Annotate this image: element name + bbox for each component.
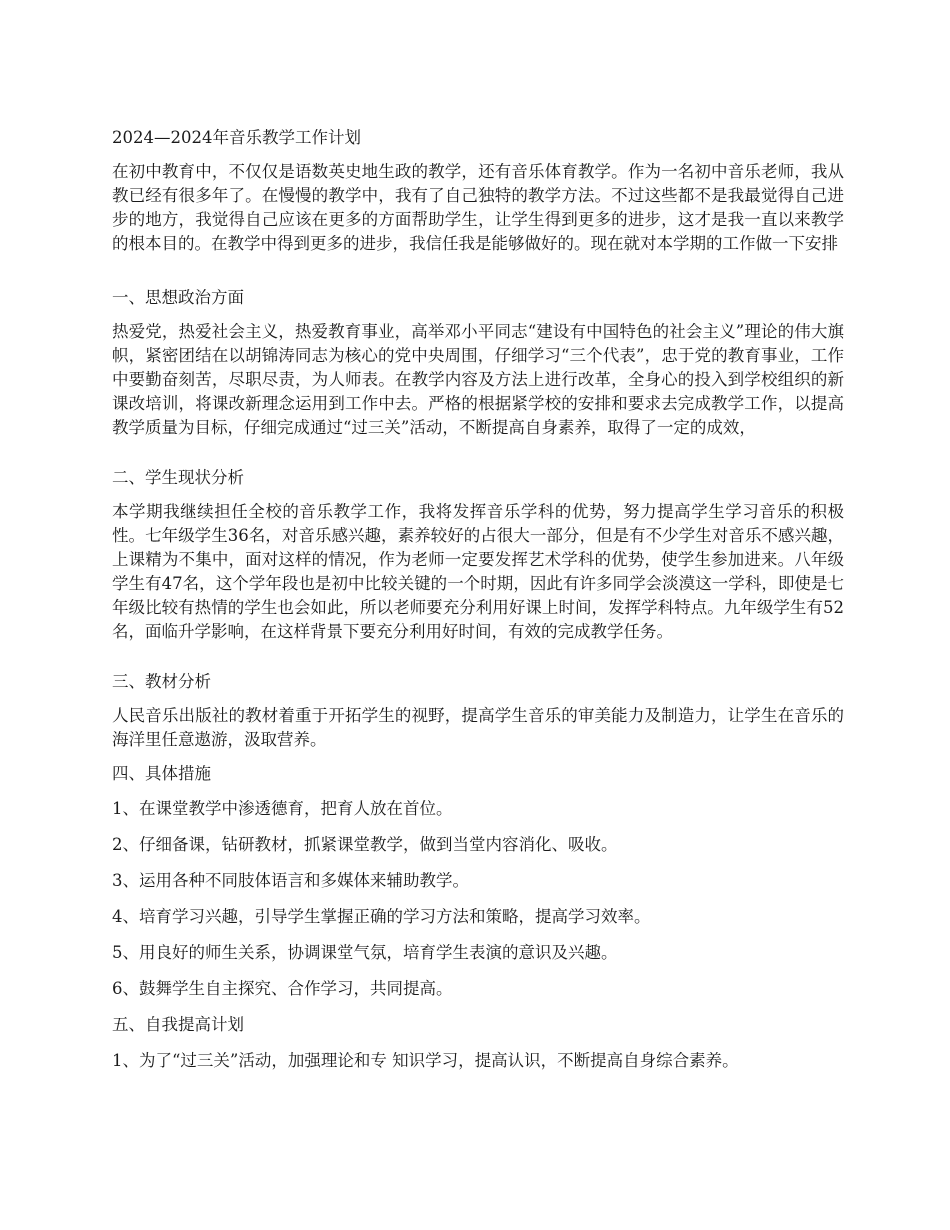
section-body-politics: 热爱党，热爱社会主义，热爱教育事业，高举邓小平同志“建设有中国特色的社会主义”理论的伟大旗帜，紧密团结在以胡锦涛同志为核心的党中央周围，仔细学习“三个代表”，忠于党的教育事业，工作中要勤奋刻苦，尽职尽责，为人师表。在教学内容及方法上进行改革，全身心的投入到学校组织的新课改培训，将课改新理念运用到工作中去。严格的根据紧学校的安排和要求去完成教学工作，以提高教学质量为目标，仔细完成通过“过三关”活动，不断提高自身素养，取得了一定的成效， <box>112 322 844 437</box>
list-item: 4、培育学习兴趣，引导学生掌握正确的学习方法和策略，提高学习效率。 <box>112 907 651 926</box>
list-item: 1、在课堂教学中渗透德育，把育人放在首位。 <box>112 799 453 818</box>
section-body-textbook: 人民音乐出版社的教材着重于开拓学生的视野，提高学生音乐的审美能力及制造力，让学生在音乐的海洋里任意遨游，汲取营养。 <box>112 706 844 749</box>
section-heading-students: 二、学生现状分析 <box>112 468 244 487</box>
list-item: 2、仔细备课，钻研教材，抓紧课堂教学，做到当堂内容消化、吸收。 <box>112 835 618 854</box>
section-body-students: 本学期我继续担任全校的音乐教学工作，我将发挥音乐学科的优势，努力提高学生学习音乐的积极性。七年级学生36名，对音乐感兴趣，素养较好的占很大一部分，但是有不少学生对音乐不感兴趣，上课精为不集中，面对这样的情况，作为老师一定要发挥艺术学科的优势，使学生参加进来。八年级学生有47名，这个学年段也是初中比较关键的一个时期，因此有许多同学会淡漠这一学科，即使是七年级比较有热情的学生也会如此，所以老师要充分利用好课上时间，发挥学科特点。九年级学生有52名，面临升学影响，在这样背景下要充分利用好时间，有效的完成教学任务。 <box>112 502 844 641</box>
list-item: 6、鼓舞学生自主探究、合作学习，共同提高。 <box>112 979 453 998</box>
section-heading-self-improvement: 五、自我提高计划 <box>112 1015 244 1034</box>
section-heading-textbook: 三、教材分析 <box>112 672 211 691</box>
list-item: 3、运用各种不同肢体语言和多媒体来辅助教学。 <box>112 871 469 890</box>
document-title: 2024—2024年音乐教学工作计划 <box>112 128 361 147</box>
list-item: 1、为了“过三关”活动，加强理论和专 知识学习，提高认识，不断提高自身综合素养。 <box>112 1051 739 1070</box>
list-item: 5、用良好的师生关系，协调课堂气氛，培育学生表演的意识及兴趣。 <box>112 943 618 962</box>
section-heading-politics: 一、思想政治方面 <box>112 288 244 307</box>
intro-paragraph: 在初中教育中，不仅仅是语数英史地生政的教学，还有音乐体育教学。作为一名初中音乐老师，我从教已经有很多年了。在慢慢的教学中，我有了自己独特的教学方法。不过这些都不是我最觉得自己进步的地方，我觉得自己应该在更多的方面帮助学生，让学生得到更多的进步，这才是我一直以来教学的根本目的。在教学中得到更多的进步，我信任我是能够做好的。现在就对本学期的工作做一下安排 <box>112 162 844 253</box>
section-heading-measures: 四、具体措施 <box>112 764 211 783</box>
